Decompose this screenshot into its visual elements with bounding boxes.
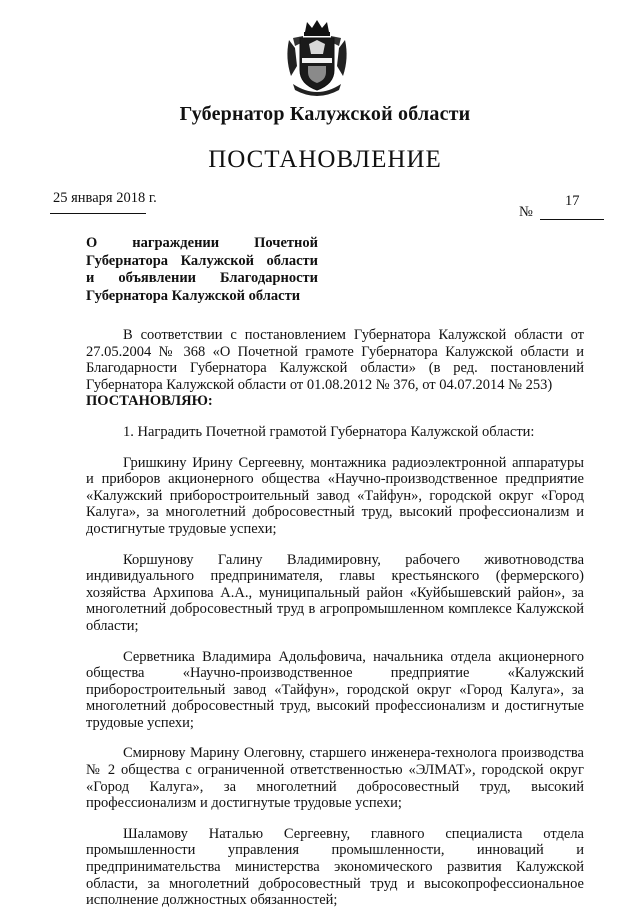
decree-word: ПОСТАНОВЛЯЮ: <box>86 393 213 410</box>
document-body <box>86 327 584 909</box>
item-heading: 1. Наградить Почетной грамотой Губернатора Калужской области: <box>123 423 535 440</box>
document-type: ПОСТАНОВЛЕНИЕ <box>208 146 442 173</box>
number-sign: № <box>519 204 533 220</box>
date-underline <box>50 213 146 214</box>
subject-line: О награждении Почетной <box>86 235 318 251</box>
subject-line: и объявлении Благодарности <box>86 270 318 286</box>
organization-title: Губернатор Калужской области <box>179 103 471 125</box>
document-subject <box>86 235 318 305</box>
awardee-paragraph: Коршунову Галину Владимировну, рабочего животноводства индивидуального предпринимателя, главы крестьянского (фермерского) хозяйства Архипова А.А., муниципальный район «Куйбышевский район», за многолетний добросовестный труд в агропромышленном комплексе Калужской области; <box>86 551 584 634</box>
awardee-paragraph: Шаламову Наталью Сергеевну, главного специалиста отдела промышленности управления промышленности, инноваций и предпринимательства министерства экономического развития Калужской области, за многолетний добросовестный труд и высокопрофессиональное исполнение должностных обязанностей; <box>86 825 584 909</box>
document-number: 17 <box>565 193 580 209</box>
awardee-paragraph: Смирнову Марину Олеговну, старшего инженера-технолога производства № 2 общества с ограниченной ответственностью «ЭЛМАТ», городской округ «Город Калуга», за многолетний добросовестный труд, высокий профессионализм и достигнутые трудовые успехи; <box>86 745 584 812</box>
awardee-paragraph: Серветника Владимира Адольфовича, начальника отдела акционерного общества «Научно-производственное предприятие «Калужский приборостроительный завод «Тайфун», городской округ «Город Калуга», за многолетний добросовестный труд, высокий профессионализм и достигнутые трудовые успехи; <box>86 648 584 731</box>
awardee-paragraph: Гришкину Ирину Сергеевну, монтажника радиоэлектронной аппаратуры и приборов акционерного общества «Научно-производственное предприятие «Калужский приборостроительный завод «Тайфун», городской округ «Город Калуга», за многолетний добросовестный труд, высокий профессионализм и достигнутые трудовые успехи; <box>86 454 584 537</box>
document-date: 25 января 2018 г. <box>53 190 157 206</box>
number-underline <box>540 219 604 220</box>
preamble-paragraph: В соответствии с постановлением Губернатора Калужской области от 27.05.2004 № 368 «О Почетной грамоте Губернатора Калужской области и Благодарности Губернатора Калужской области» (в ред. постановлений Губернатора Калужской области от 01.08.2012 № 376, от 04.07.2014 № 253) <box>86 327 584 393</box>
coat-of-arms-icon <box>283 18 351 98</box>
subject-line: Губернатора Калужской области <box>86 287 301 304</box>
subject-line: Губернатора Калужской области <box>86 252 318 269</box>
